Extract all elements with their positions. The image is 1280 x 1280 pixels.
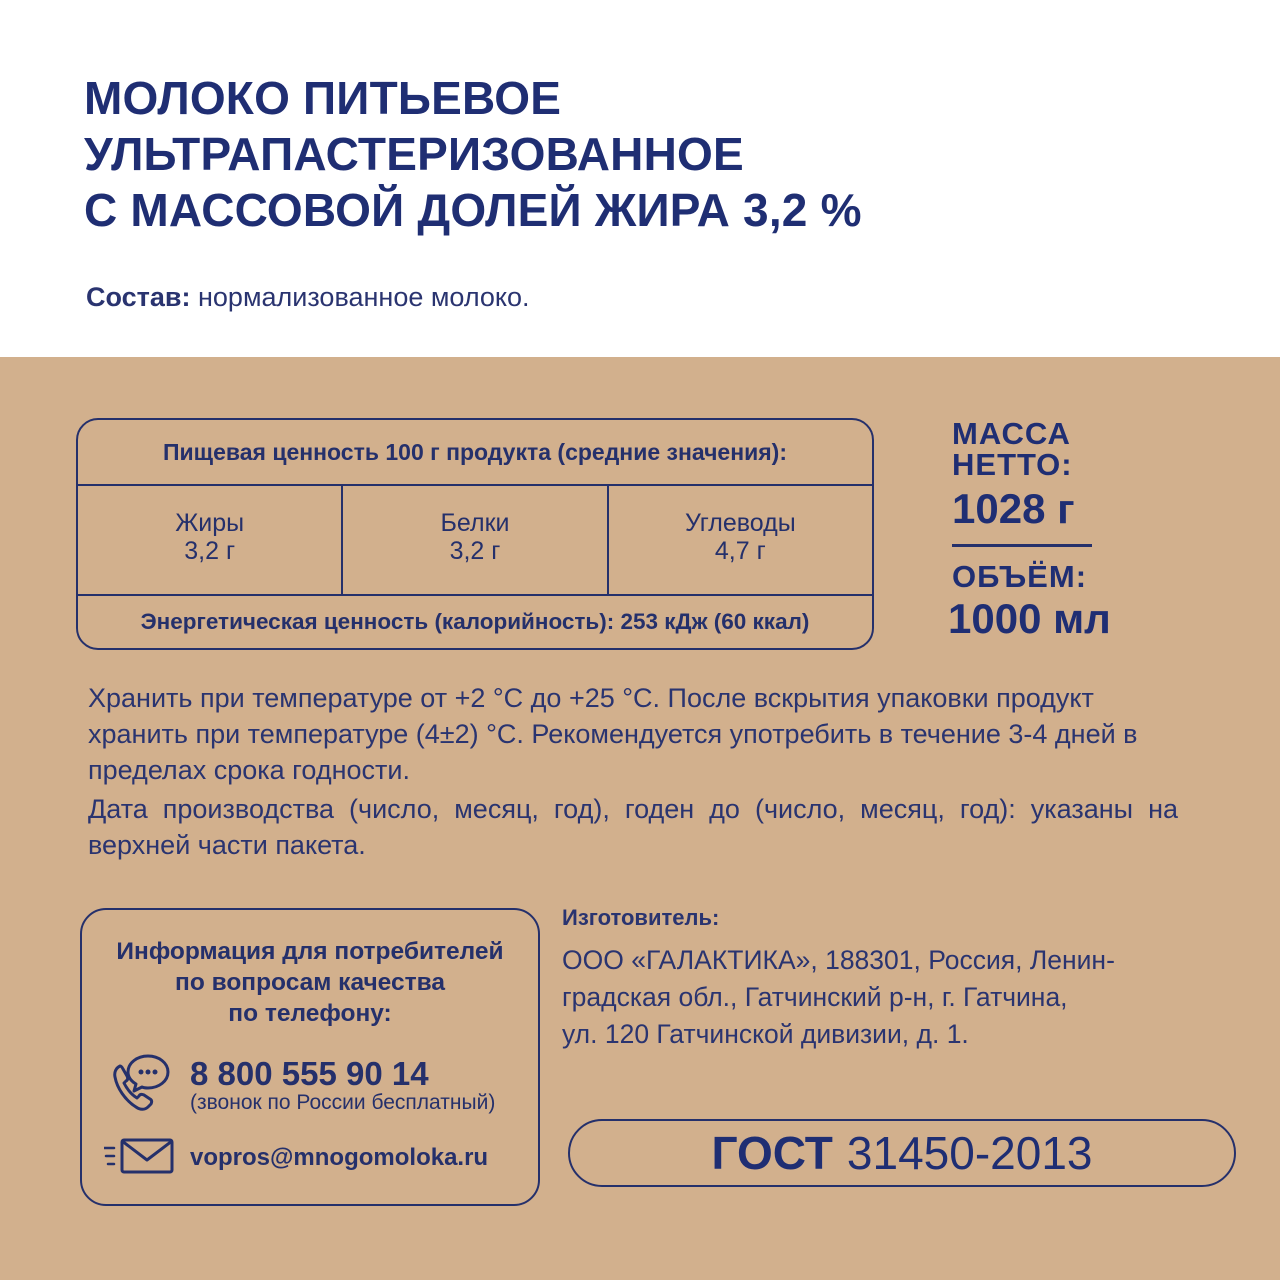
manufacturer-line: ул. 120 Гатчинской дивизии, д. 1. [562,1019,969,1049]
top-section [0,0,1280,357]
mass-label-line: НЕТТО: [952,447,1073,482]
energy-value: Энергетическая ценность (калорийность): 253 кДж (60 ккал) [140,609,810,634]
production-date-paragraph: Дата производства (число, месяц, год), годен до (число, месяц, год): указаны на верхней части пакета. [88,794,1178,860]
nutrition-protein [341,486,606,594]
nutrient-name: Белки [440,509,510,537]
volume-value: 1000 мл [948,594,1111,642]
weight-divider [952,544,1092,547]
nutrition-header: Пищевая ценность 100 г продукта (средние значения): [163,438,787,465]
consumer-info-title [82,936,538,1029]
nutrition-columns [78,484,872,596]
phone-number[interactable]: 8 800 555 90 14 [190,1055,429,1092]
mass-value: 1028 г [952,485,1075,532]
manufacturer-block [562,902,1232,1053]
nutrition-carbs [607,486,872,594]
storage-instructions [88,680,1178,863]
composition-label: Состав: [86,282,191,312]
phone-note: (звонок по России бесплатный) [190,1091,496,1114]
weight-block [948,416,1111,642]
phone-chat-icon [106,1050,176,1120]
composition-value: нормализованное молоко. [198,282,530,312]
manufacturer-address [562,942,1232,1053]
composition [86,282,530,313]
nutrition-table [76,418,874,650]
gost-prefix: ГОСТ [711,1127,833,1179]
mass-label-line: МАССА [952,416,1071,451]
storage-paragraph: Хранить при температуре от +2 °С до +25 °С. После вскрытия упаковки продукт хранить при температуре (4±2) °С. Рекомендуется употребить в течение 3-4 дней в пределах срока годности. [88,683,1138,785]
manufacturer-line: градская обл., Гатчинский р-н, г. Гатчина, [562,982,1068,1012]
nutrition-fat [78,486,341,594]
gost-number: 31450-2013 [846,1127,1093,1179]
product-title [84,70,862,238]
consumer-info-title-line: по телефону: [228,1000,392,1027]
nutrient-name: Жиры [175,509,245,537]
nutrient-name: Углеводы [684,509,796,537]
volume-label: ОБЪЁМ: [952,558,1088,594]
nutrient-value: 4,7 г [714,537,766,565]
nutrient-value: 3,2 г [184,537,236,565]
envelope-icon [104,1136,176,1176]
email-link[interactable]: vopros@mnogomoloka.ru [190,1144,489,1171]
product-title-line: УЛЬТРАПАСТЕРИЗОВАННОЕ [84,128,744,180]
product-title-line: МОЛОКО ПИТЬЕВОЕ [84,72,562,124]
gost-badge [568,1119,1236,1187]
consumer-info-title-line: по вопросам качества [175,969,445,996]
consumer-info-title-line: Информация для потребителей [116,938,504,965]
product-title-line: С МАССОВОЙ ДОЛЕЙ ЖИРА 3,2 % [84,184,862,236]
manufacturer-label: Изготовитель: [562,905,720,930]
consumer-info-box [80,908,540,1206]
manufacturer-line: ООО «ГАЛАКТИКА», 188301, Россия, Ленин- [562,945,1115,975]
nutrient-value: 3,2 г [449,537,501,565]
